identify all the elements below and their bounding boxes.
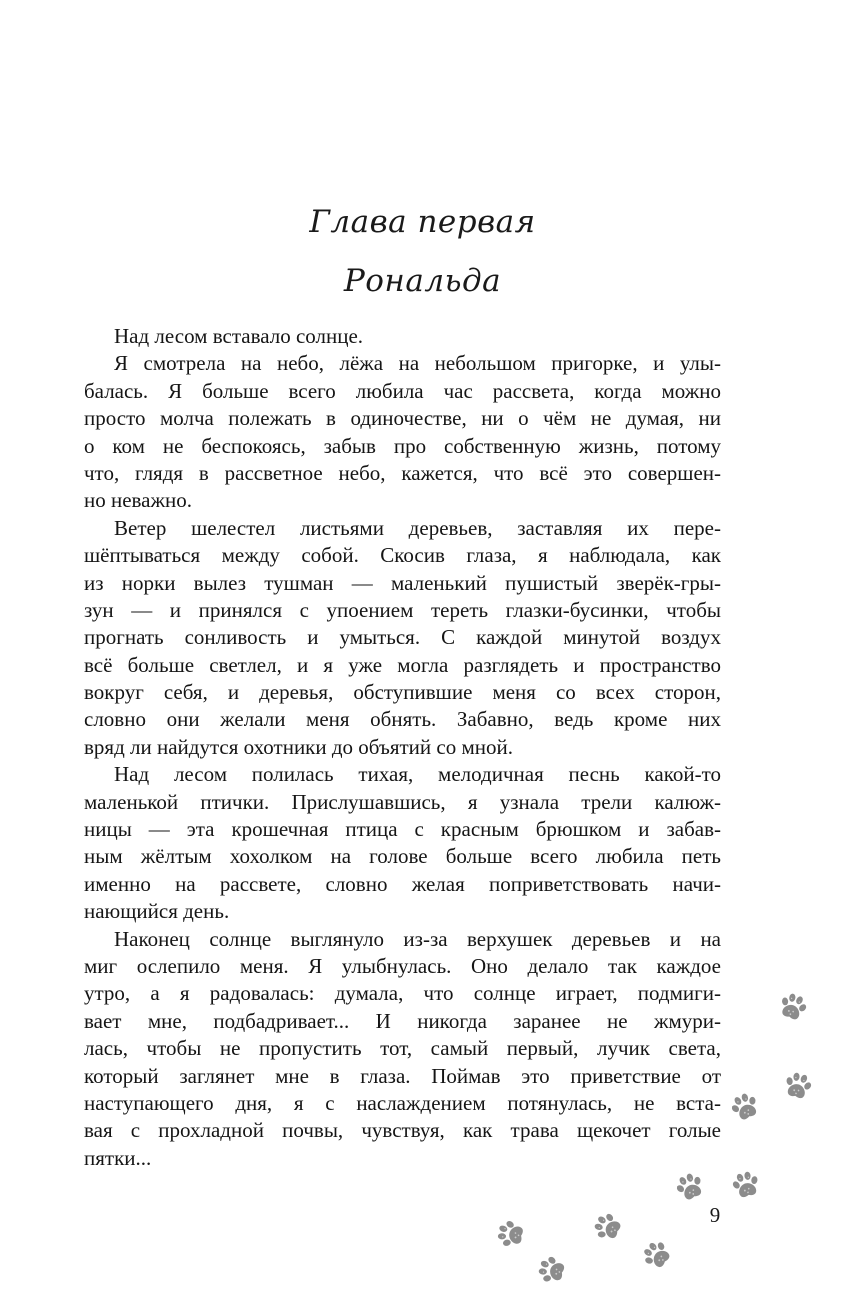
body-text: [84, 323, 721, 1172]
text-line: Над лесом вставало солнце.: [114, 324, 364, 348]
text-line: утро, а я радовалась: думала, что солнце играет, подмиги-: [84, 981, 721, 1006]
text-line: ным жёлтым хохолком на голове больше всего любила петь: [84, 844, 721, 869]
paw-print-icon: [722, 1084, 767, 1129]
text-line: вокруг себя, и деревья, обступившие меня со всех сторон,: [84, 680, 721, 705]
text-line: который заглянет мне в глаза. Поймав это приветствие от: [84, 1063, 721, 1088]
paw-print-icon: [585, 1204, 630, 1249]
paw-print-icon: [777, 1065, 819, 1107]
text-line: из норки вылез тушман — маленький пушистый зверёк-гры-: [84, 570, 721, 595]
text-line: вает мне, подбадривает... И никогда заранее не жмури-: [84, 1008, 721, 1033]
paw-print-icon: [531, 1249, 573, 1291]
text-line: всё больше светлел, и я уже могла разглядеть и пространство: [84, 652, 721, 677]
text-line: вряд ли найдутся охотники до объятий со мной.: [84, 734, 513, 759]
text-line: зун — и принялся с упоением тереть глазки-бусинки, чтобы: [84, 597, 721, 622]
text-line: что, глядя в рассветное небо, кажется, что всё это совершен-: [84, 460, 721, 485]
text-line: словно они желали меня обнять. Забавно, ведь кроме них: [84, 707, 721, 732]
text-line: Я смотрела на небо, лёжа на небольшом пригорке, и улы-: [114, 351, 721, 376]
paw-print-icon: [491, 1214, 530, 1253]
text-line: но неважно.: [84, 488, 193, 513]
text-line: о ком не беспокоясь, забыв про собственную жизнь, потому: [84, 433, 721, 458]
text-line: вая с прохладной почвы, чувствуя, как трава щекочет голые: [84, 1118, 721, 1143]
paw-print-icon: [725, 1164, 767, 1206]
text-line: просто молча полежать в одиночестве, ни о чём не думая, ни: [84, 406, 721, 431]
text-line: именно на рассвете, словно желая поприветствовать начи-: [84, 871, 721, 896]
paw-print-icon: [771, 985, 815, 1029]
text-line: Наконец солнце выглянуло из-за верхушек деревьев и на: [114, 926, 721, 951]
text-line: Над лесом полилась тихая, мелодичная песнь какой-то: [114, 762, 721, 787]
text-line: маленькой птички. Прислушавшись, я узнала трели калюж-: [84, 789, 721, 814]
chapter-title: Глава первая: [309, 204, 536, 240]
paw-print-icon: [633, 1231, 681, 1279]
text-line: ницы — эта крошечная птица с красным брюшком и забав-: [84, 817, 721, 842]
text-line: миг ослепило меня. Я улыбнулась. Оно делало так каждое: [84, 953, 721, 978]
chapter-name: Рональда: [343, 263, 502, 299]
text-line: Ветер шелестел листьями деревьев, заставляя их пере-: [114, 515, 721, 540]
text-line: лась, чтобы не пропустить тот, самый первый, лучик света,: [84, 1036, 721, 1061]
text-line: наступающего дня, я с наслаждением потянулась, не вста-: [84, 1090, 721, 1115]
text-line: прогнать сонливость и умыться. С каждой минутой воздух: [84, 625, 721, 650]
text-line: нающийся день.: [84, 899, 230, 924]
text-line: балась. Я больше всего любила час рассвета, когда можно: [84, 378, 721, 403]
page-number: 9: [709, 1203, 721, 1227]
text-line: шёптываться между собой. Скосив глаза, я наблюдала, как: [84, 543, 721, 568]
text-line: пятки...: [84, 1145, 152, 1170]
